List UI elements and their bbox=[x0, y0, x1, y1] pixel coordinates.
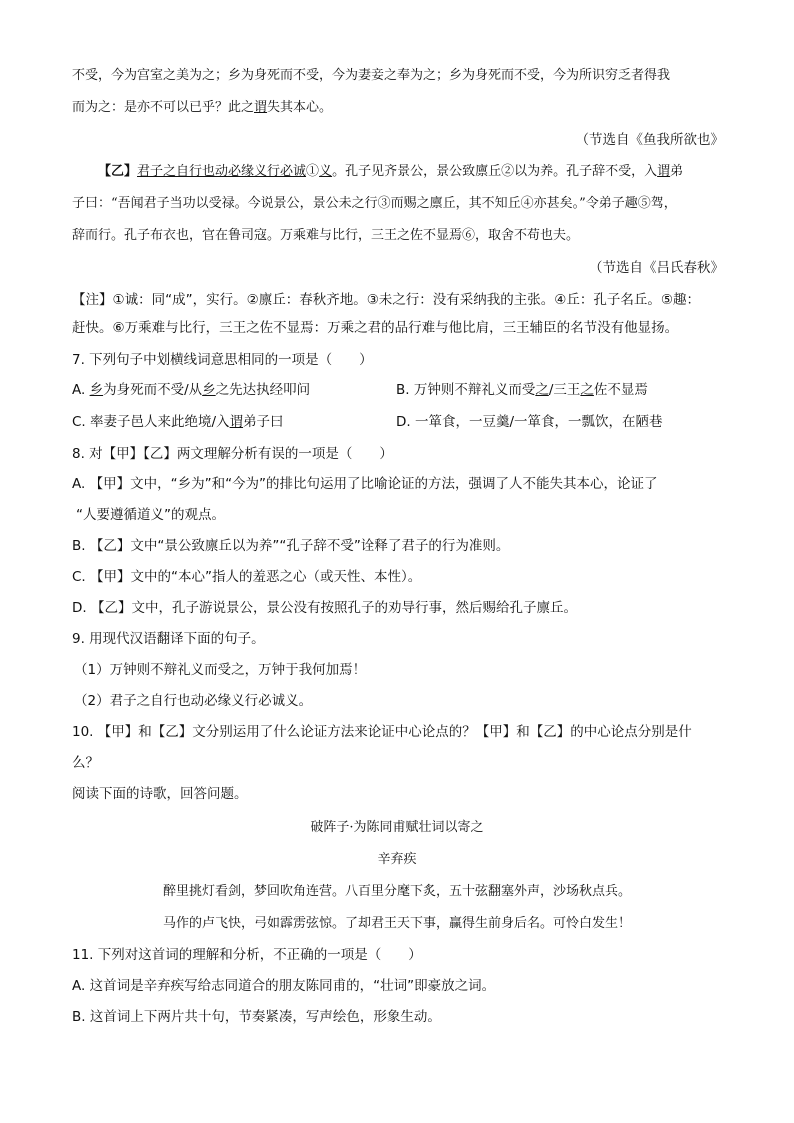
poem-intro: 阅读下面的诗歌，回答问题。 bbox=[72, 786, 248, 802]
q9-sentence-1: （1）万钟则不辩礼义而受之，万钟于我何加焉！ bbox=[74, 662, 367, 678]
underlined-word: 谓 bbox=[254, 100, 268, 115]
q11-option-b[interactable]: B. 这首词上下两片共十句，节奏紧凑，写声绘色，形象生动。 bbox=[72, 1009, 441, 1025]
q9-sentence-2: （2）君子之自行也动必缘义行必诚义。 bbox=[74, 693, 313, 709]
q8-option-c[interactable]: C. 【甲】文中的“本心”指人的羞恶之心（或天性、本性）。 bbox=[72, 569, 422, 585]
notes-line-1: 【注】①诚：同“成”，实行。②廪丘：春秋齐地。③未之行：没有采纳我的主张。④丘：孔子名丘。⑤趣： bbox=[72, 292, 700, 308]
source-yi: （节选自《吕氏春秋》 bbox=[589, 260, 724, 276]
q8-option-b[interactable]: B. 【乙】文中“景公致廪丘以为养”“孔子辞不受”诠释了君子的行为准则。 bbox=[72, 538, 510, 554]
q8-option-d[interactable]: D. 【乙】文中，孔子游说景公，景公没有按照孔子的劝导行事，然后赐给孔子廪丘。 bbox=[72, 600, 577, 616]
poem-author: 辛弃疾 bbox=[377, 852, 417, 867]
q7-option-a[interactable]: A. 乡为身死而不受/从乡之先达执经叩问 bbox=[72, 382, 311, 398]
passage-yi-line-2: 子曰：“吾闻君子当功以受禄。今说景公，景公未之行③而赐之廪丘，其不知丘④亦甚矣。”令弟子趣⑤驾， bbox=[72, 196, 677, 211]
passage-jia-line-1: 不受，今为宫室之美为之；乡为身死而不受，今为妻妾之奉为之；乡为身死而不受，今为所识穷乏者得我 bbox=[72, 68, 671, 83]
q7-stem: 7. 下列句子中划横线词意思相同的一项是（ ） bbox=[72, 352, 373, 368]
q7-option-c[interactable]: C. 率妻子邑人来此绝境/入谓弟子曰 bbox=[72, 414, 284, 430]
q10-stem-line-2: 么？ bbox=[72, 755, 99, 771]
passage-jia-line-2: 而为之：是亦不可以已乎？此之谓失其本心。 bbox=[72, 100, 333, 115]
notes-line-2: 赶快。⑥万乘难与比行，三王之佐不显焉：万乘之君的品行难与他比肩，三王辅臣的名节没有他显扬。 bbox=[72, 320, 679, 336]
q8-option-a[interactable]: A. 【甲】文中，“乡为”和“今为”的排比句运用了比喻论证的方法，强调了人不能失其本心，论证了 bbox=[72, 476, 658, 492]
q11-stem: 11. 下列对这首词的理解和分析，不正确的一项是（ ） bbox=[72, 947, 422, 963]
q7-option-b[interactable]: B. 万钟则不辩礼义而受之/三王之佐不显焉 bbox=[396, 382, 648, 398]
q10-stem-line-1: 10. 【甲】和【乙】文分别运用了什么论证方法来论证中心论点的？【甲】和【乙】的中心论点分别是什 bbox=[72, 724, 692, 740]
poem-line-1: 醉里挑灯看剑，梦回吹角连营。八百里分麾下炙，五十弦翻塞外声，沙场秋点兵。 bbox=[162, 884, 631, 899]
passage-yi-line-3: 辞而行。孔子布衣也，官在鲁司寇。万乘难与比行，三王之佐不显焉⑥，取舍不苟也夫。 bbox=[72, 228, 580, 243]
q7-option-d[interactable]: D. 一箪食，一豆羹/一箪食，一瓢饮，在陋巷 bbox=[396, 414, 663, 430]
poem-title: 破阵子·为陈同甫赋壮词以寄之 bbox=[310, 820, 484, 835]
passage-yi-line-1: 【乙】君子之自行也动必缘义行必诚①义。孔子见齐景公，景公致廪丘②以为养。孔子辞不受，入谓弟 bbox=[98, 164, 684, 179]
source-jia: （节选自《鱼我所欲也》 bbox=[575, 132, 724, 148]
q8-option-a-cont: “人要遵循道义”的观点。 bbox=[76, 507, 225, 523]
poem-line-2: 马作的卢飞快，弓如霹雳弦惊。了却君王天下事，赢得生前身后名。可怜白发生！ bbox=[162, 916, 631, 931]
q11-option-a[interactable]: A. 这首词是辛弃疾写给志同道合的朋友陈同甫的，“壮词”即豪放之词。 bbox=[72, 978, 496, 994]
q8-stem: 8. 对【甲】【乙】两文理解分析有误的一项是（ ） bbox=[72, 446, 393, 462]
q9-stem: 9. 用现代汉语翻译下面的句子。 bbox=[72, 631, 265, 647]
